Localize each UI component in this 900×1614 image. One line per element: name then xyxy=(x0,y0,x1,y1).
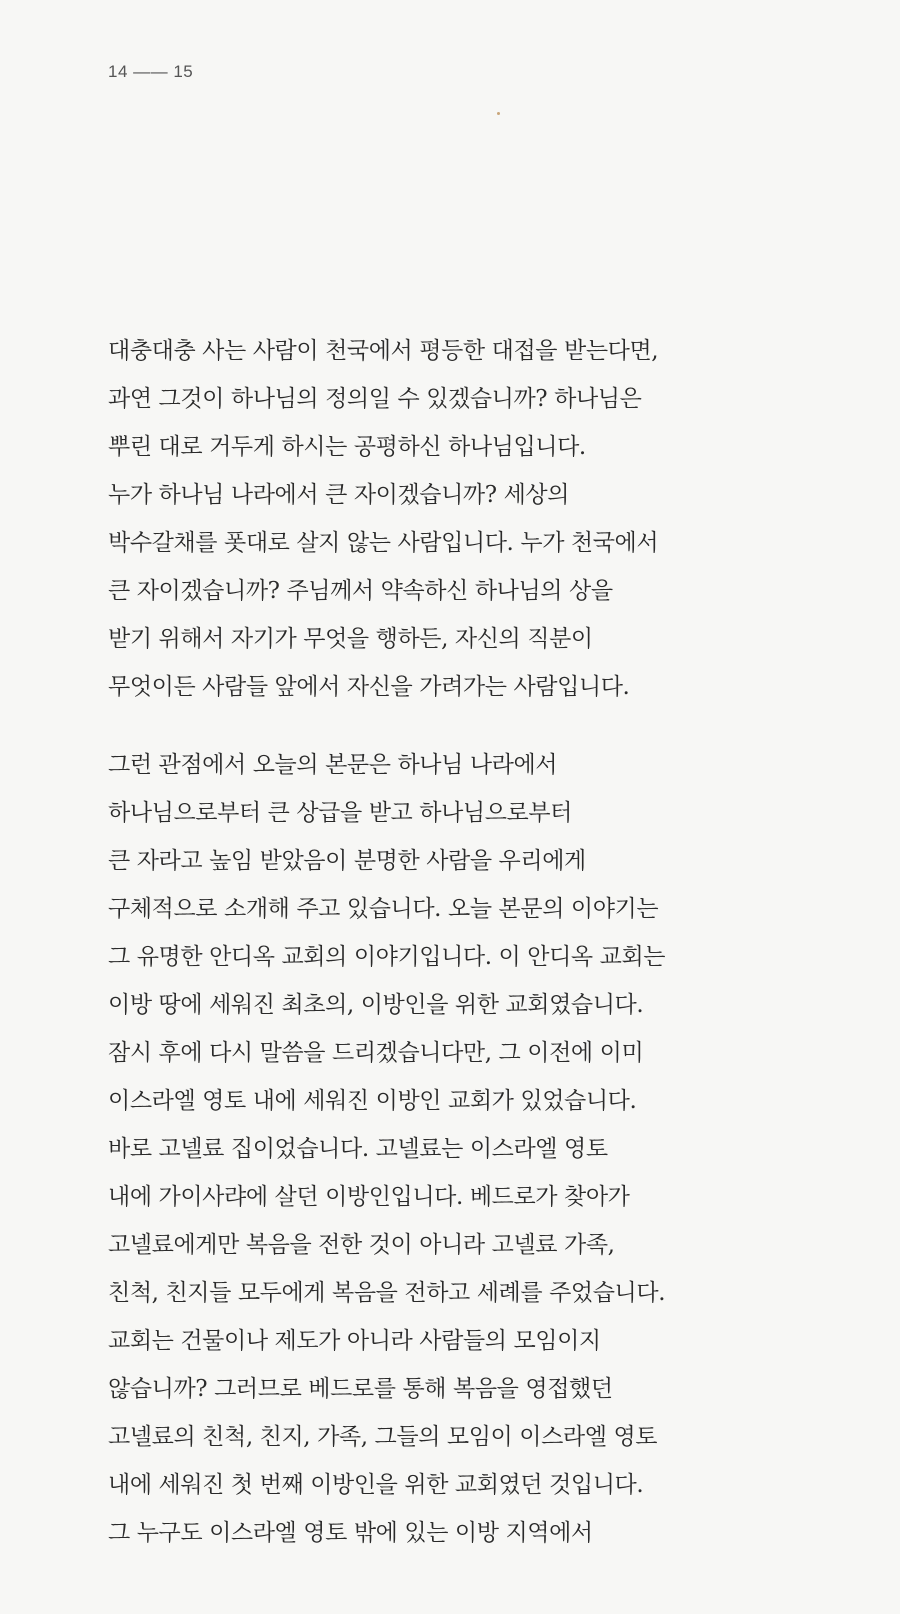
text-line: 고넬료에게만 복음을 전한 것이 아니라 고넬료 가족, xyxy=(108,1232,615,1258)
text-line: 박수갈채를 폿대로 살지 않는 사람입니다. 누가 천국에서 xyxy=(108,530,659,556)
text-line: 과연 그것이 하나님의 정의일 수 있겠습니까? 하나님은 xyxy=(108,386,642,412)
text-line: 무엇이든 사람들 앞에서 자신을 가려가는 사람입니다. xyxy=(108,674,630,700)
text-line: 않습니까? 그러므로 베드로를 통해 복음을 영접했던 xyxy=(108,1376,613,1402)
text-line: 내에 가이사랴에 살던 이방인입니다. 베드로가 찾아가 xyxy=(108,1184,630,1210)
text-line: 그 누구도 이스라엘 영토 밖에 있는 이방 지역에서 xyxy=(108,1520,593,1546)
text-line: 큰 자라고 높임 받았음이 분명한 사람을 우리에게 xyxy=(108,848,586,874)
text-line: 교회는 건물이나 제도가 아니라 사람들의 모임이지 xyxy=(108,1328,601,1354)
print-speck xyxy=(497,112,500,115)
text-line: 바로 고넬료 집이었습니다. 고넬료는 이스라엘 영토 xyxy=(108,1136,608,1162)
text-line: 그런 관점에서 오늘의 본문은 하나님 나라에서 xyxy=(108,752,558,778)
text-line: 하나님으로부터 큰 상급을 받고 하나님으로부터 xyxy=(108,800,573,826)
text-line: 받기 위해서 자기가 무엇을 행하든, 자신의 직분이 xyxy=(108,626,593,652)
text-line: 큰 자이겠습니까? 주님께서 약속하신 하나님의 상을 xyxy=(108,578,613,604)
text-line: 누가 하나님 나라에서 큰 자이겠습니까? 세상의 xyxy=(108,482,570,508)
text-line: 고넬료의 친척, 친지, 가족, 그들의 모임이 이스라엘 영토 xyxy=(108,1424,658,1450)
text-line: 이방 땅에 세워진 최초의, 이방인을 위한 교회였습니다. xyxy=(108,992,644,1018)
paragraph-2 xyxy=(108,741,848,1557)
text-line: 구체적으로 소개해 주고 있습니다. 오늘 본문의 이야기는 xyxy=(108,896,659,922)
text-line: 대충대충 사는 사람이 천국에서 평등한 대접을 받는다면, xyxy=(108,338,659,364)
paragraph-1 xyxy=(108,327,848,711)
page-number: 14 —— 15 xyxy=(108,62,194,81)
text-line: 친척, 친지들 모두에게 복음을 전하고 세례를 주었습니다. xyxy=(108,1280,666,1306)
text-line: 내에 세워진 첫 번째 이방인을 위한 교회였던 것입니다. xyxy=(108,1472,644,1498)
text-line: 그 유명한 안디옥 교회의 이야기입니다. 이 안디옥 교회는 xyxy=(108,944,666,970)
text-line: 잠시 후에 다시 말씀을 드리겠습니다만, 그 이전에 이미 xyxy=(108,1040,644,1066)
text-line: 뿌린 대로 거두게 하시는 공평하신 하나님입니다. xyxy=(108,434,586,460)
text-line: 이스라엘 영토 내에 세워진 이방인 교회가 있었습니다. xyxy=(108,1088,637,1114)
